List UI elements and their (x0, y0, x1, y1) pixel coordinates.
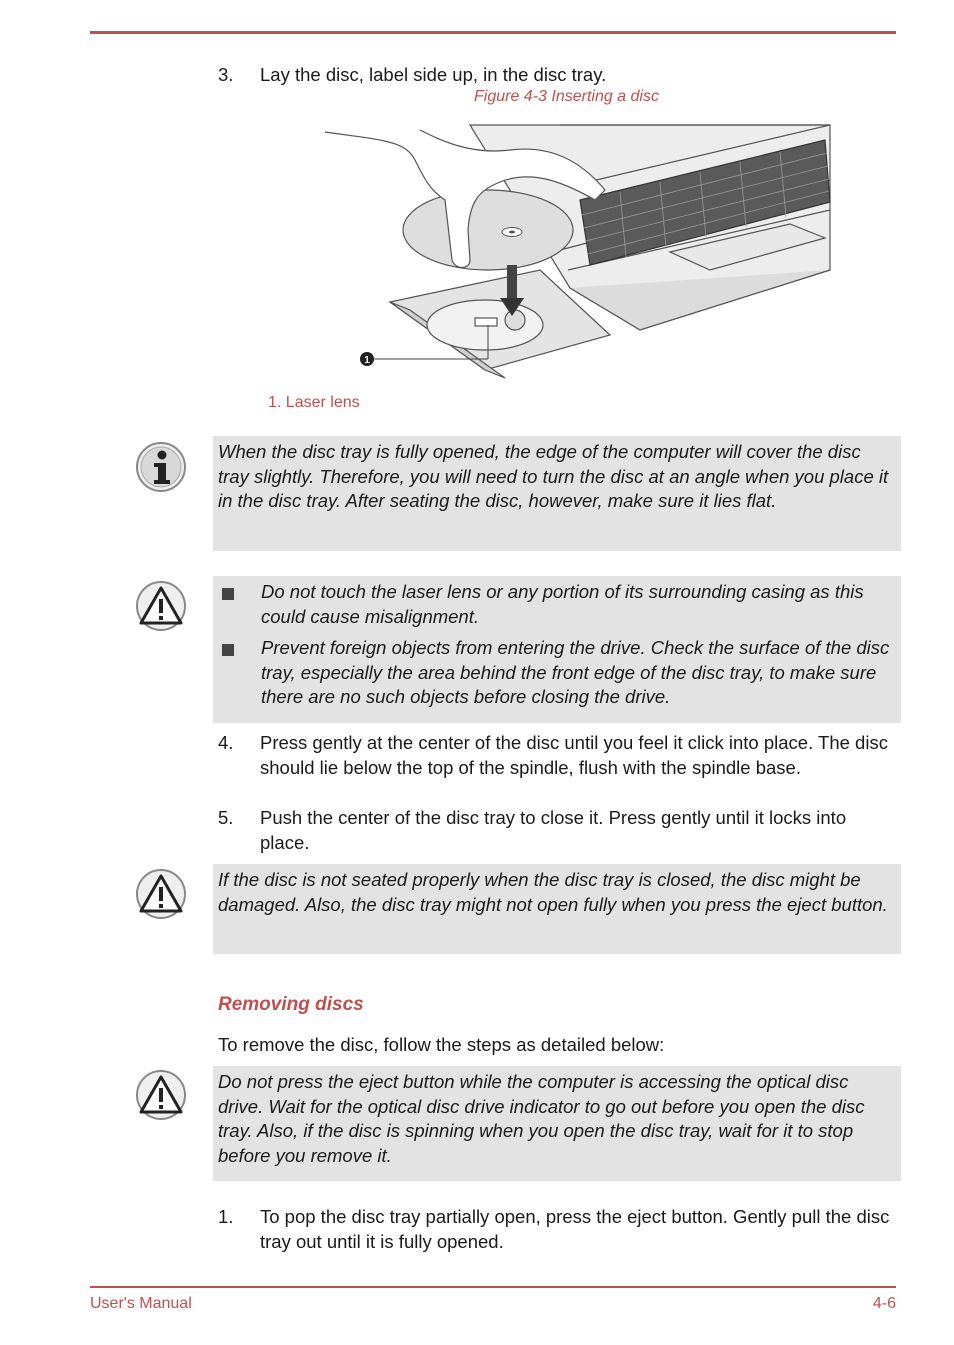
caution-note-eject (213, 1066, 901, 1181)
bullet-icon (222, 588, 234, 600)
warning-triangle-icon (134, 579, 188, 633)
section-heading: Removing discs (218, 994, 364, 1015)
header-rule (90, 31, 896, 34)
warning-triangle-icon (134, 867, 188, 921)
footer-title: User's Manual (90, 1295, 192, 1312)
callout-number: 1 (364, 355, 370, 366)
step-4 (218, 731, 898, 780)
caution-note-seated (213, 864, 901, 954)
info-note-text: When the disc tray is fully opened, the edge of the computer will cover the disc tray slightly. Therefore, you will need to turn the disc at an angle when you place it in the disc tray. After seating the disc, however, make sure it lies flat. (218, 441, 889, 511)
caution-note-text: If the disc is not seated properly when the disc tray is closed, the disc might be damaged. Also, the disc tray might not open fully when you press the eject button. (218, 869, 888, 915)
caution-note-list (213, 576, 901, 723)
step-3 (218, 63, 898, 88)
footer-rule (90, 1286, 896, 1288)
info-note (213, 436, 901, 551)
step-number: 1. (218, 1206, 234, 1227)
warning-triangle-icon (134, 1068, 188, 1122)
step-5 (218, 806, 898, 855)
step-text: Press gently at the center of the disc until you feel it click into place. The disc should lie below the top of the spindle, flush with the spindle base. (260, 732, 888, 778)
disc-illustration (403, 190, 573, 270)
page-number: 4-6 (872, 1295, 896, 1312)
step-number: 3. (218, 64, 234, 85)
caution-item: Do not touch the laser lens or any portion of its surrounding casing as this could cause misalignment. (218, 580, 895, 629)
step-text: To pop the disc tray partially open, press the eject button. Gently pull the disc tray out until it is fully opened. (260, 1206, 890, 1252)
caution-item: Prevent foreign objects from entering the drive. Check the surface of the disc tray, especially the area behind the front edge of the disc tray, to make sure there are no such objects before closing the drive. (218, 636, 895, 710)
inserting-disc-illustration (320, 120, 835, 385)
info-icon (134, 440, 188, 494)
figure-legend: 1. Laser lens (268, 394, 360, 411)
intro-paragraph: To remove the disc, follow the steps as detailed below: (218, 1034, 665, 1055)
caution-note-text: Do not press the eject button while the computer is accessing the optical disc drive. Wait for the optical disc drive indicator to go out before you open the disc tray. Also, if the disc is spinning when you open the disc tray, wait for it to stop before you remove it. (218, 1071, 865, 1166)
step-1 (218, 1205, 898, 1254)
step-number: 5. (218, 807, 234, 828)
step-text: Lay the disc, label side up, in the disc tray. (260, 64, 607, 85)
step-number: 4. (218, 732, 234, 753)
step-text: Push the center of the disc tray to close it. Press gently until it locks into place. (260, 807, 847, 853)
figure-caption: Figure 4-3 Inserting a disc (474, 88, 659, 105)
bullet-icon (222, 644, 234, 656)
